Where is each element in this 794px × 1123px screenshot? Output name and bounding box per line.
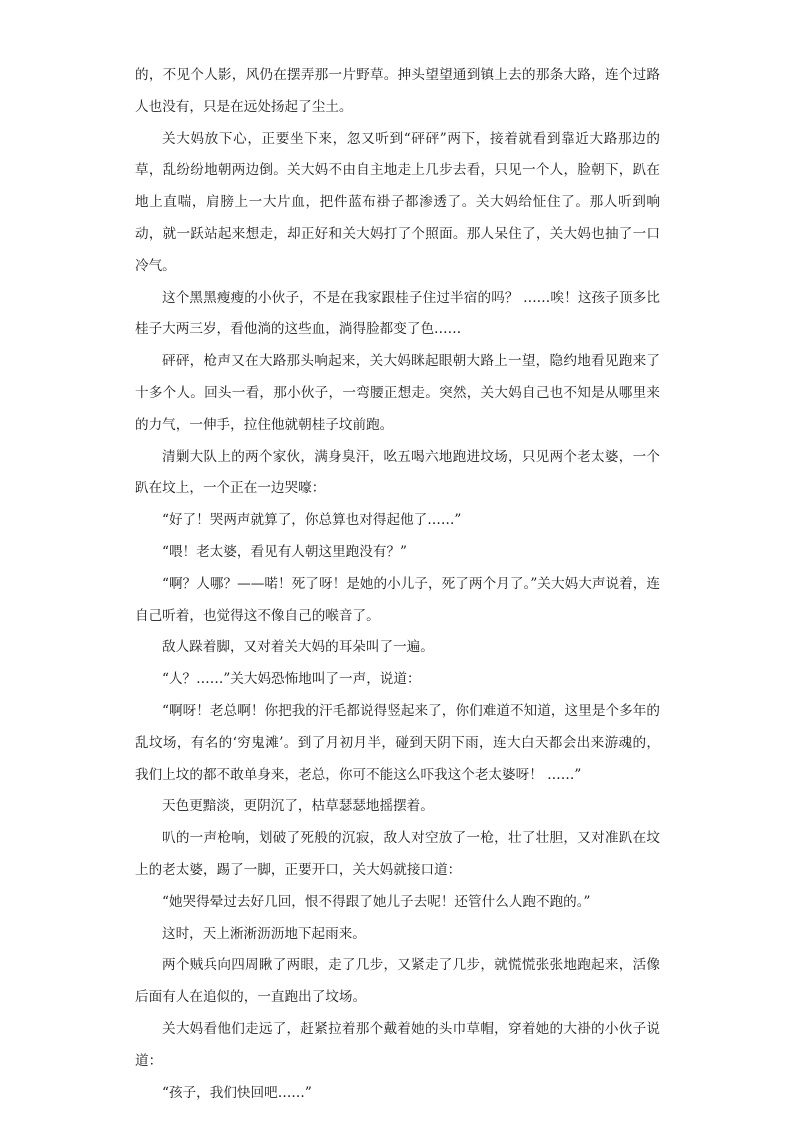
paragraph: 叭的一声枪响，划破了死般的沉寂，敌人对空放了一枪，壮了壮胆，又对准趴在坟上的老太婆，踢了一脚，正要开口，关大妈就接口道： (135, 830, 660, 878)
dialogue-line: “啊呀！老总啊！你把我的汗毛都说得竖起来了，你们难道不知道，这里是个多年的乱坟场，有名的‘穷鬼滩’。到了月初月半，碰到天阴下雨，连大白天都会出来游魂的，我们上坟的都不敢单身来，老总，你可不能这么吓我这个老太婆呀！ ……” (135, 702, 660, 783)
dialogue-line: “她哭得晕过去好几回，恨不得跟了她儿子去呢！还管什么人跑不跑的。” (162, 893, 591, 910)
paragraph: 清剿大队上的两个家伙，满身臭汗，吆五喝六地跑进坟场，只见两个老太婆，一个趴在坟上，一个正在一边哭嚎： (135, 448, 660, 497)
dialogue-line: “喂！老太婆，看见有人朝这里跑没有？” (162, 543, 407, 560)
paragraph: 的，不见个人影，风仍在摆弄那一片野草。抻头望望通到镇上去的那条大路，连个过路人也没有，只是在远处扬起了尘土。 (135, 67, 660, 115)
paragraph: 敌人跺着脚，又对着关大妈的耳朵叫了一遍。 (162, 639, 434, 656)
dialogue-line: “好了！哭两声就算了，你总算也对得起他了……” (162, 512, 462, 529)
story-text (135, 60, 660, 1109)
paragraph: 砰砰，枪声又在大路那头响起来，关大妈眯起眼朝大路上一望，隐约地看见跑来了十多个人。回头一看，那小伙子，一弯腰正想走。突然，关大妈自己也不知是从哪里来的力气，一伸手，拉住他就朝桂子坟前跑。 (135, 353, 660, 433)
paragraph: 这时，天上淅淅沥沥地下起雨来。 (162, 925, 366, 942)
dialogue-line: “啊？人哪？——喏！死了呀！是她的小儿子，死了两个月了。”关大妈大声说着，连自己听着，也觉得这不像自己的喉音了。 (135, 575, 660, 624)
dialogue-line: “孩子，我们快回吧……” (162, 1084, 312, 1101)
dialogue-line: “人？……”关大妈恐怖地叫了一声，说道： (162, 671, 421, 688)
paragraph: 关大妈放下心，正要坐下来，忽又听到“砰砰”两下，接着就看到靠近大路那边的草，乱纷纷地朝两边倒。关大妈不由自主地走上几步去看，只见一个人，脸朝下，趴在地上直喘，肩膀上一大片血，把件蓝布褂子都渗透了。关大妈给怔住了。那人听到响动，就一跃站起来想走，却正好和关大妈打了个照面。那人呆住了，关大妈也抽了一口冷气。 (135, 130, 660, 274)
paragraph: 天色更黯淡，更阴沉了，枯草瑟瑟地摇摆着。 (162, 798, 434, 815)
paragraph: 两个贼兵向四周瞅了两眼，走了几步，又紧走了几步，就慌慌张张地跑起来，活像后面有人在追似的，一直跑出了坟场。 (135, 957, 660, 1006)
paragraph: 关大妈看他们走远了，赶紧拉着那个戴着她的头巾草帽，穿着她的大褂的小伙子说道： (135, 1020, 660, 1069)
paragraph: 这个黑黑瘦瘦的小伙子，不是在我家跟桂子住过半宿的吗？ ……唉！这孩子顶多比桂子大两三岁，看他淌的这些血，淌得脸都变了色…… (135, 289, 660, 338)
